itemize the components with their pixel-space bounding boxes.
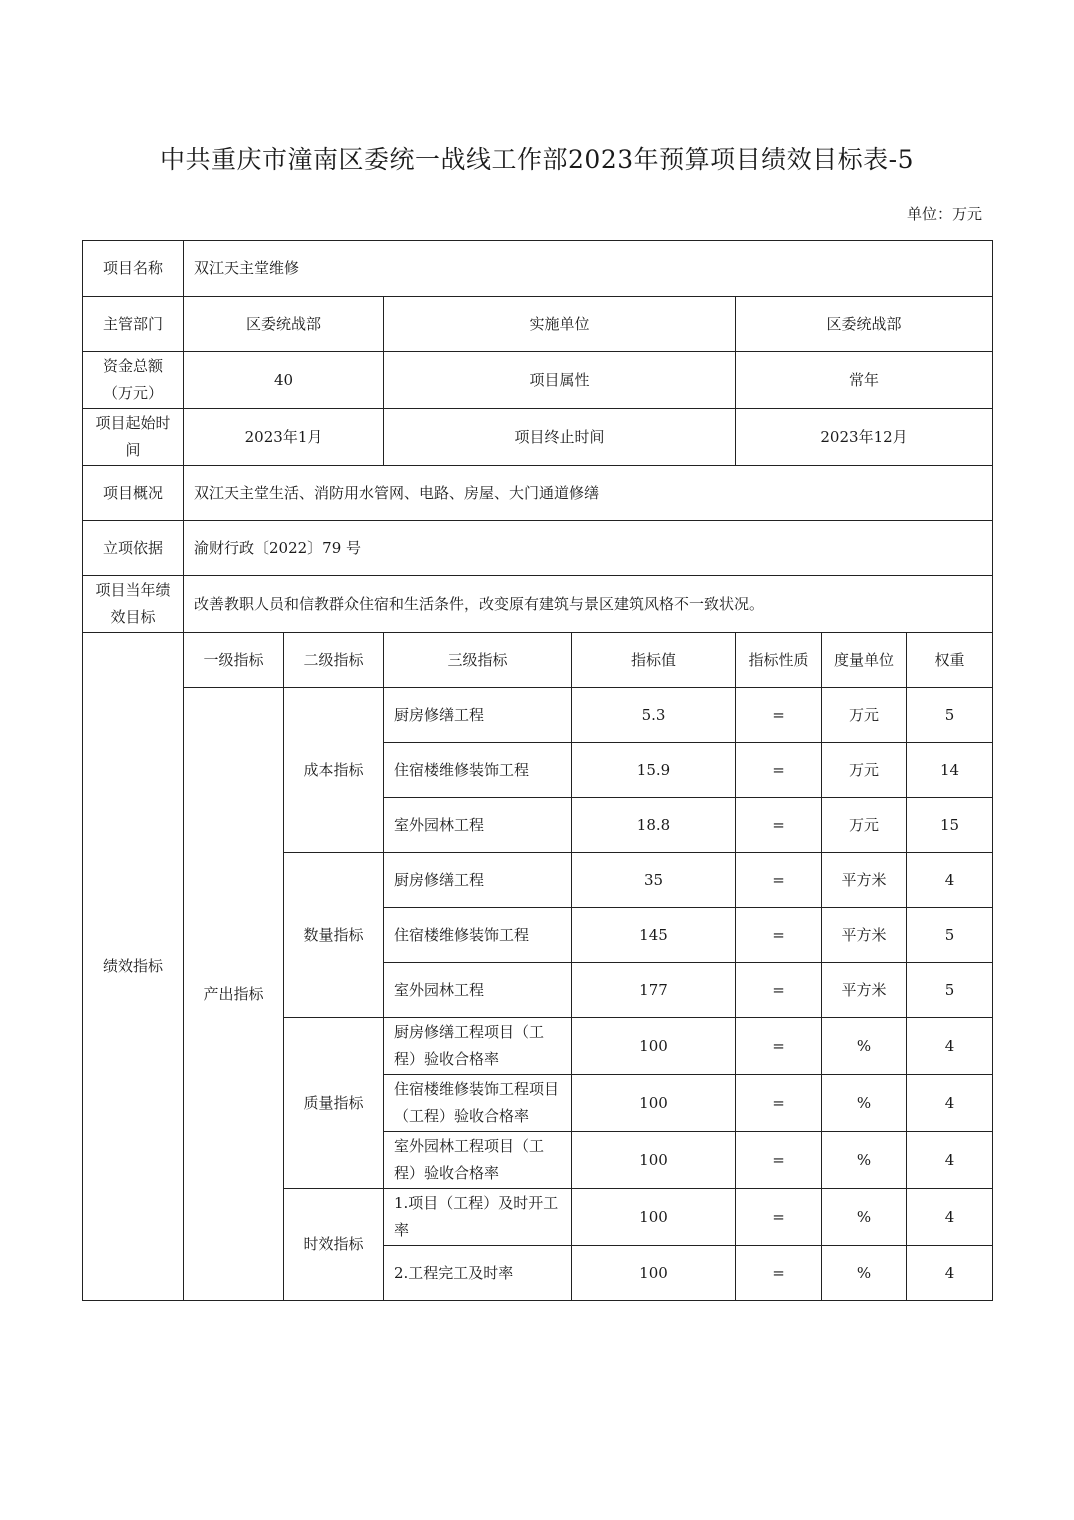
table-row — [83, 688, 993, 743]
value-cell: 100 — [572, 1246, 736, 1301]
header-weight: 权重 — [907, 633, 993, 688]
value-cell: 100 — [572, 1132, 736, 1189]
group-quantity: 数量指标 — [284, 853, 384, 1018]
impl-label: 实施单位 — [384, 297, 736, 352]
start-label: 项目起始时间 — [83, 409, 184, 466]
value-cell: 100 — [572, 1189, 736, 1246]
header-value: 指标值 — [572, 633, 736, 688]
op-cell: = — [736, 1075, 822, 1132]
item-cell: 2.工程完工及时率 — [384, 1246, 572, 1301]
op-cell: = — [736, 1246, 822, 1301]
page-title: 中共重庆市潼南区委统一战线工作部2023年预算项目绩效目标表-5 — [160, 145, 914, 174]
overview-value: 双江天主堂生活、消防用水管网、电路、房屋、大门通道修缮 — [184, 466, 993, 521]
basis-value: 渝财行政〔2022〕79 号 — [184, 521, 993, 576]
row-project-name — [83, 241, 993, 297]
group-quality: 质量指标 — [284, 1018, 384, 1189]
project-name-label: 项目名称 — [83, 241, 184, 297]
unit-cell: 万元 — [822, 688, 907, 743]
impl-value: 区委统战部 — [736, 297, 993, 352]
weight-cell: 5 — [907, 963, 993, 1018]
unit-cell: 平方米 — [822, 963, 907, 1018]
row-fund — [83, 352, 993, 409]
row-overview — [83, 466, 993, 521]
header-level3: 三级指标 — [384, 633, 572, 688]
weight-cell: 14 — [907, 743, 993, 798]
op-cell: = — [736, 1132, 822, 1189]
dept-label: 主管部门 — [83, 297, 184, 352]
header-level1: 一级指标 — [184, 633, 284, 688]
weight-cell: 5 — [907, 688, 993, 743]
header-level2: 二级指标 — [284, 633, 384, 688]
item-cell: 厨房修缮工程 — [384, 688, 572, 743]
end-value: 2023年12月 — [736, 409, 993, 466]
item-cell: 厨房修缮工程 — [384, 853, 572, 908]
item-cell: 室外园林工程 — [384, 963, 572, 1018]
value-cell: 100 — [572, 1018, 736, 1075]
value-cell: 100 — [572, 1075, 736, 1132]
dept-value: 区委统战部 — [184, 297, 384, 352]
header-unit: 度量单位 — [822, 633, 907, 688]
value-cell: 35 — [572, 853, 736, 908]
row-department — [83, 297, 993, 352]
item-cell: 住宿楼维修装饰工程 — [384, 908, 572, 963]
group-timeliness: 时效指标 — [284, 1189, 384, 1301]
overview-label: 项目概况 — [83, 466, 184, 521]
header-nature: 指标性质 — [736, 633, 822, 688]
attr-value: 常年 — [736, 352, 993, 409]
level1-output: 产出指标 — [184, 688, 284, 1301]
weight-cell: 4 — [907, 1189, 993, 1246]
op-cell: = — [736, 1189, 822, 1246]
perf-label: 绩效指标 — [83, 633, 184, 1301]
basis-label: 立项依据 — [83, 521, 184, 576]
goal-value: 改善教职人员和信教群众住宿和生活条件，改变原有建筑与景区建筑风格不一致状况。 — [184, 576, 993, 633]
item-cell: 住宿楼维修装饰工程 — [384, 743, 572, 798]
op-cell: = — [736, 853, 822, 908]
op-cell: = — [736, 1018, 822, 1075]
item-cell: 厨房修缮工程项目（工程）验收合格率 — [384, 1018, 572, 1075]
unit-cell: 万元 — [822, 743, 907, 798]
value-cell: 15.9 — [572, 743, 736, 798]
fund-value: 40 — [184, 352, 384, 409]
fund-label: 资金总额（万元） — [83, 352, 184, 409]
unit-cell: 万元 — [822, 798, 907, 853]
row-goal — [83, 576, 993, 633]
weight-cell: 15 — [907, 798, 993, 853]
item-cell: 室外园林工程项目（工程）验收合格率 — [384, 1132, 572, 1189]
value-cell: 18.8 — [572, 798, 736, 853]
op-cell: = — [736, 688, 822, 743]
unit-cell: 平方米 — [822, 853, 907, 908]
weight-cell: 4 — [907, 1075, 993, 1132]
row-basis — [83, 521, 993, 576]
unit-cell: % — [822, 1018, 907, 1075]
value-cell: 5.3 — [572, 688, 736, 743]
perf-header-row — [83, 633, 993, 688]
unit-cell: % — [822, 1132, 907, 1189]
value-cell: 177 — [572, 963, 736, 1018]
goal-label: 项目当年绩效目标 — [83, 576, 184, 633]
weight-cell: 4 — [907, 1132, 993, 1189]
op-cell: = — [736, 743, 822, 798]
unit-cell: % — [822, 1075, 907, 1132]
value-cell: 145 — [572, 908, 736, 963]
item-cell: 1.项目（工程）及时开工率 — [384, 1189, 572, 1246]
weight-cell: 4 — [907, 1018, 993, 1075]
unit-cell: % — [822, 1189, 907, 1246]
end-label: 项目终止时间 — [384, 409, 736, 466]
weight-cell: 4 — [907, 853, 993, 908]
project-name-value: 双江天主堂维修 — [184, 241, 993, 297]
item-cell: 室外园林工程 — [384, 798, 572, 853]
start-value: 2023年1月 — [184, 409, 384, 466]
performance-target-table — [82, 240, 993, 1301]
weight-cell: 5 — [907, 908, 993, 963]
op-cell: = — [736, 908, 822, 963]
op-cell: = — [736, 963, 822, 1018]
item-cell: 住宿楼维修装饰工程项目（工程）验收合格率 — [384, 1075, 572, 1132]
unit-cell: % — [822, 1246, 907, 1301]
op-cell: = — [736, 798, 822, 853]
attr-label: 项目属性 — [384, 352, 736, 409]
group-cost: 成本指标 — [284, 688, 384, 853]
row-period — [83, 409, 993, 466]
weight-cell: 4 — [907, 1246, 993, 1301]
unit-cell: 平方米 — [822, 908, 907, 963]
unit-label: 单位：万元 — [906, 205, 982, 223]
